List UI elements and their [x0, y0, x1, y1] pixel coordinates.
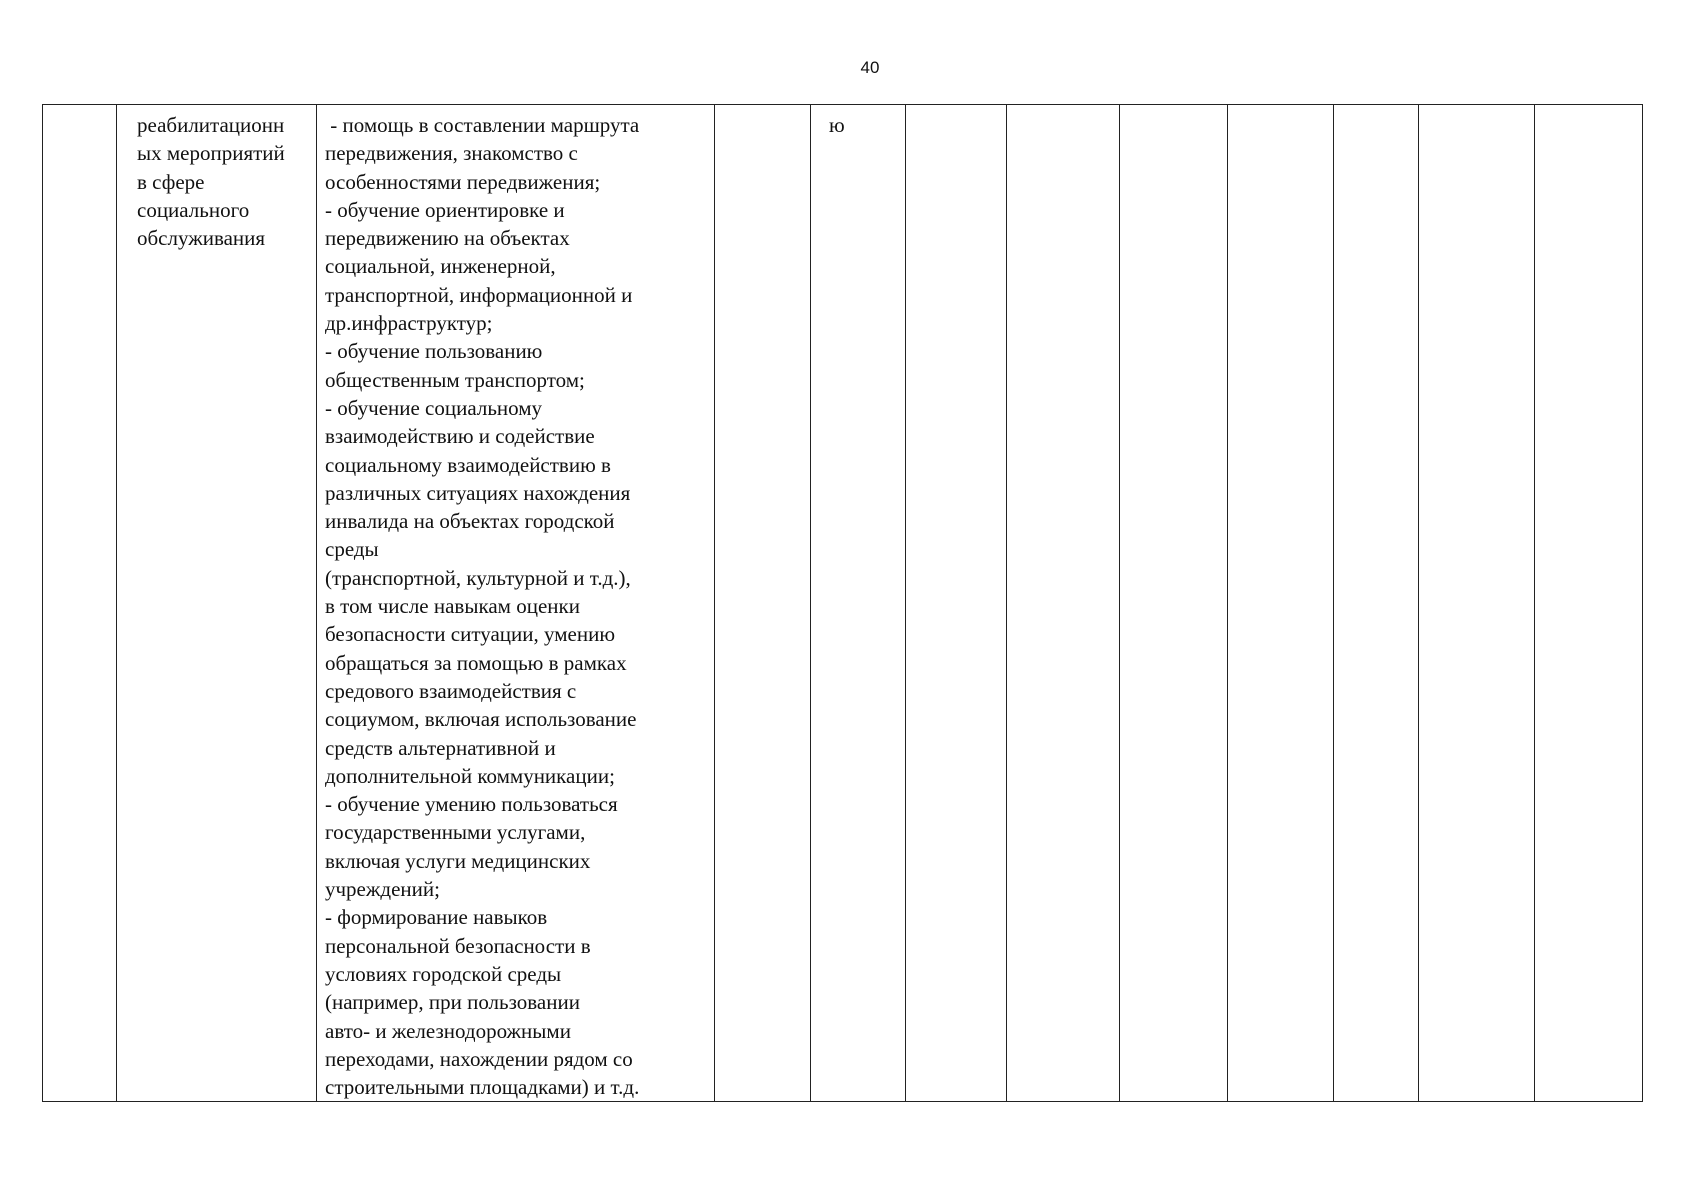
table-cell-col6: [906, 105, 1007, 1102]
document-table: [42, 104, 1643, 1102]
text-line: среды: [325, 537, 379, 562]
text-line: др.инфраструктур;: [325, 311, 493, 336]
text-line: - обучение пользованию: [325, 339, 543, 364]
table-cell-col4: [715, 105, 811, 1102]
text-line: персональной безопасности в: [325, 933, 591, 958]
text-line: передвижения, знакомство с: [325, 141, 578, 166]
text-line: в сфере: [137, 169, 205, 194]
table-cell-col5: [811, 105, 906, 1102]
text-line: учреждений;: [325, 877, 440, 902]
text-line: - формирование навыков: [325, 905, 548, 930]
text-line: строительными площадками) и т.д.: [325, 1075, 640, 1100]
text-line: обслуживания: [137, 226, 266, 251]
text-line: дополнительной коммуникации;: [325, 763, 615, 788]
text-line: социального: [137, 197, 250, 222]
text-line: общественным транспортом;: [325, 367, 585, 392]
text-line: государственными услугами,: [325, 820, 586, 845]
text-line: в том числе навыкам оценки: [325, 594, 580, 619]
text-line: ых мероприятий: [137, 141, 285, 166]
table-row: [43, 105, 1643, 1102]
text-line: (например, при пользовании: [325, 990, 580, 1015]
text-line: социальному взаимодействию в: [325, 452, 611, 477]
table-cell-measure-name: [117, 105, 317, 1102]
text-line: передвижению на объектах: [325, 226, 570, 251]
table-cell-col12: [1535, 105, 1643, 1102]
text-line: включая услуги медицинских: [325, 848, 591, 873]
text-line: инвалида на объектах городской: [325, 509, 615, 534]
text-line: переходами, нахождении рядом со: [325, 1046, 633, 1071]
measure-name-text: [117, 105, 316, 252]
col5-text: ю: [829, 113, 845, 137]
measure-content-text: [317, 105, 714, 1101]
text-line: особенностями передвижения;: [325, 169, 601, 194]
text-line: различных ситуациях нахождения: [325, 480, 631, 505]
text-line: - обучение умению пользоваться: [325, 792, 618, 817]
text-line: безопасности ситуации, умению: [325, 622, 616, 647]
text-line: - обучение социальному: [325, 395, 543, 420]
text-line: взаимодействию и содействие: [325, 424, 595, 449]
text-line: социальной, инженерной,: [325, 254, 556, 279]
text-line: условиях городской среды: [325, 961, 562, 986]
table-cell-col11: [1419, 105, 1535, 1102]
table-cell-col10: [1334, 105, 1419, 1102]
text-line: социумом, включая использование: [325, 707, 637, 732]
text-line: (транспортной, культурной и т.д.),: [325, 565, 631, 590]
page-number: 40: [860, 58, 880, 77]
text-line: средств альтернативной и: [325, 735, 556, 760]
table-cell-col7: [1007, 105, 1120, 1102]
text-line: реабилитационн: [137, 113, 285, 137]
table-cell-col9: [1228, 105, 1334, 1102]
text-line: средового взаимодействия с: [325, 678, 577, 703]
text-line: - обучение ориентировке и: [325, 197, 565, 222]
text-line: транспортной, информационной и: [325, 282, 633, 307]
text-line: обращаться за помощью в рамках: [325, 650, 627, 675]
text-line: - помощь в составлении маршрута: [325, 113, 640, 137]
table-cell-measure-content: [317, 105, 715, 1102]
text-line: авто- и железнодорожными: [325, 1018, 571, 1043]
table-cell-col8: [1120, 105, 1228, 1102]
table-cell-col1: [43, 105, 117, 1102]
